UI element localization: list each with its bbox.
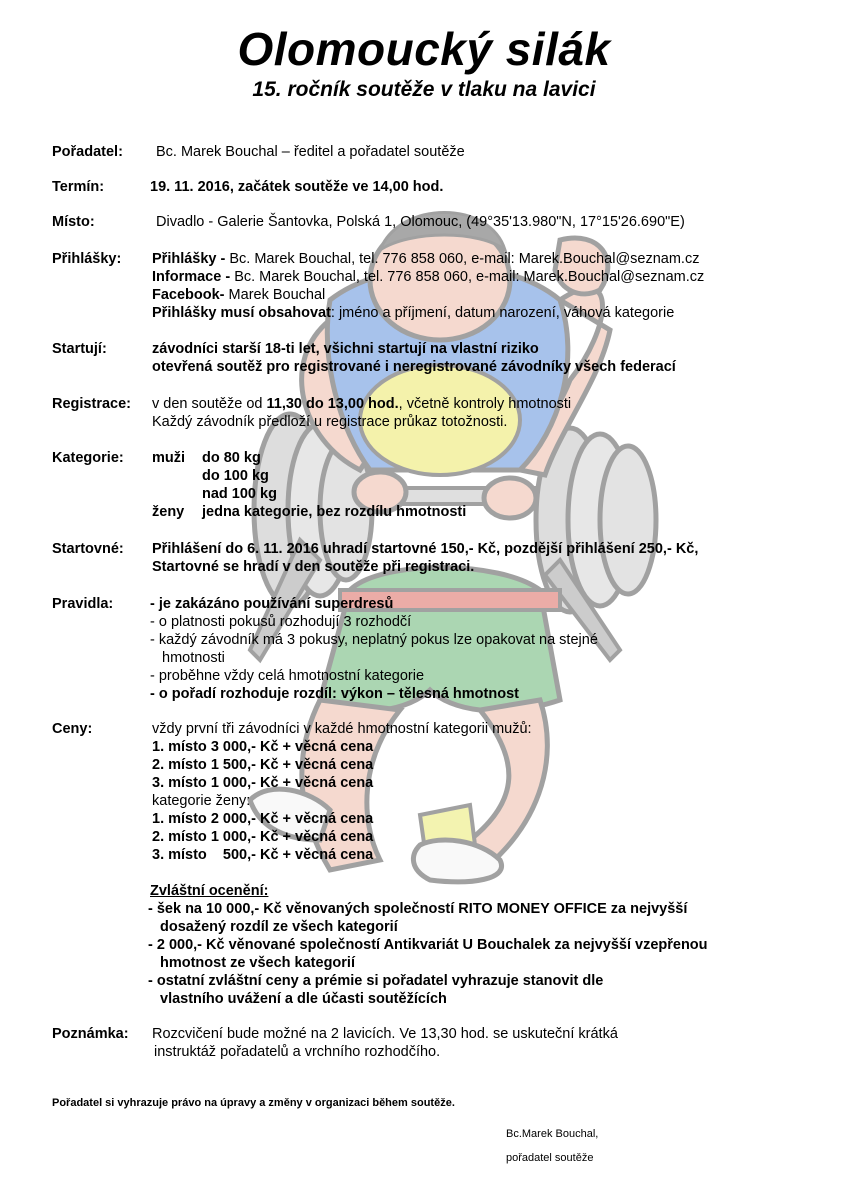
registrace-l1-post: , včetně kontroly hmotnosti — [398, 396, 572, 412]
signature-role: pořadatel soutěže — [506, 1152, 594, 1164]
zvlastni-item: vlastního uvážení a dle účasti soutěžících — [160, 991, 447, 1007]
pravidla-item: hmotnosti — [162, 650, 225, 666]
ceny-intro-zeny: kategorie ženy: — [152, 793, 251, 809]
page-subtitle: 15. ročník soutěže v tlaku na lavici — [252, 78, 596, 101]
poznamka-block — [152, 1025, 792, 1061]
label-pravidla: Pravidla: — [52, 596, 114, 612]
kategorie-muzi: muži — [152, 450, 186, 466]
footer-note: Pořadatel si vyhrazuje právo na úpravy a změny v organizaci během soutěže. — [52, 1097, 455, 1109]
prihlasky-l1-bold: Přihlášky - — [152, 251, 230, 267]
zvlastni-item: - šek na 10 000,- Kč věnovaných společností RITO MONEY OFFICE za nejvyšší — [148, 901, 688, 917]
kategorie-m2: do 100 kg — [202, 468, 269, 484]
label-misto: Místo: — [52, 214, 95, 230]
ceny-muzi-item: 1. místo 3 000,- Kč + věcná cena — [152, 739, 374, 755]
misto-text: Divadlo - Galerie Šantovka, Polská 1, Olomouc, (49°35'13.980"N, 17°15'26.690"E) — [156, 214, 685, 230]
termin-text: 19. 11. 2016, začátek soutěže ve 14,00 hod. — [150, 179, 444, 195]
label-startovne: Startovné: — [52, 541, 124, 557]
pravidla-item: - o platnosti pokusů rozhodují 3 rozhodčí — [150, 614, 412, 630]
prihlasky-l3-bold: Facebook- — [152, 287, 229, 303]
prihlasky-l4-bold: Přihlášky musí obsahovat — [152, 305, 331, 321]
prihlasky-l4-text: : jméno a příjmení, datum narození, váhová kategorie — [330, 305, 675, 321]
ceny-block — [152, 720, 792, 864]
poznamka-l2: instruktáž pořadatelů a vrchního rozhodčího. — [154, 1044, 441, 1060]
label-startuji: Startují: — [52, 341, 107, 357]
zvlastni-item: hmotnost ze všech kategorií — [160, 955, 355, 971]
poznamka-l1: Rozcvičení bude možné na 2 lavicích. Ve 13,30 hod. se uskuteční krátká — [152, 1026, 618, 1042]
registrace-block — [152, 395, 792, 431]
registrace-l1-bold: 11,30 do 13,00 hod. — [266, 396, 399, 412]
startovne-l1: Přihlášení do 6. 11. 2016 uhradí startovné 150,- Kč, pozdější přihlášení 250,- Kč, — [152, 541, 699, 557]
kategorie-m1: do 80 kg — [202, 450, 261, 466]
startovne-l2: Startovné se hradí v den soutěže při registraci. — [152, 559, 475, 575]
ceny-muzi-item: 3. místo 1 000,- Kč + věcná cena — [152, 775, 374, 791]
startuji-block — [152, 340, 792, 376]
label-kategorie: Kategorie: — [52, 450, 124, 466]
kategorie-z1: jedna kategorie, bez rozdílu hmotnosti — [202, 504, 467, 520]
pravidla-item: - každý závodník má 3 pokusy, neplatný pokus lze opakovat na stejné — [150, 632, 598, 648]
ceny-zeny-item: 3. místo 500,- Kč + věcná cena — [152, 847, 374, 863]
label-ceny: Ceny: — [52, 721, 93, 737]
ceny-intro-muzi: vždy první tři závodníci v každé hmotnostní kategorii mužů: — [152, 721, 532, 737]
zvlastni-item: - 2 000,- Kč věnované společností Antikvariát U Bouchalek za nejvyšší vzepřenou — [148, 937, 708, 953]
label-termin: Termín: — [52, 179, 105, 195]
zvlastni-block — [148, 882, 788, 1008]
label-registrace: Registrace: — [52, 396, 131, 412]
registrace-l1-pre: v den soutěže od — [152, 396, 267, 412]
zvlastni-title: Zvláštní ocenění: — [150, 883, 269, 899]
label-poznamka: Poznámka: — [52, 1026, 129, 1042]
startovne-block — [152, 540, 792, 576]
kategorie-m3: nad 100 kg — [202, 486, 277, 502]
pravidla-item: - proběhne vždy celá hmotnostní kategorie — [150, 668, 425, 684]
ceny-zeny-item: 1. místo 2 000,- Kč + věcná cena — [152, 811, 374, 827]
ceny-zeny-item: 2. místo 1 000,- Kč + věcná cena — [152, 829, 374, 845]
prihlasky-l2-text: Bc. Marek Bouchal, tel. 776 858 060, e-mail: Marek.Bouchal@seznam.cz — [234, 269, 705, 285]
zvlastni-item: dosažený rozdíl ze všech kategorií — [160, 919, 398, 935]
prihlasky-l3-text: Marek Bouchal — [228, 287, 326, 303]
zvlastni-item: - ostatní zvláštní ceny a prémie si pořadatel vyhrazuje stanovit dle — [148, 973, 604, 989]
label-poradatel: Pořadatel: — [52, 144, 123, 160]
kategorie-zeny: ženy — [152, 504, 185, 520]
poradatel-text: Bc. Marek Bouchal – ředitel a pořadatel soutěže — [156, 144, 465, 160]
startuji-l2: otevřená soutěž pro registrované i neregistrované závodníky všech federací — [152, 359, 676, 375]
prihlasky-l1-text: Bc. Marek Bouchal, tel. 776 858 060, e-mail: Marek.Bouchal@seznam.cz — [229, 251, 700, 267]
page-title: Olomoucký silák — [237, 23, 611, 75]
kategorie-block — [152, 449, 792, 521]
pravidla-item: - je zakázáno používání superdresů — [150, 596, 394, 612]
label-prihlasky: Přihlášky: — [52, 251, 122, 267]
pravidla-item: - o pořadí rozhoduje rozdíl: výkon – tělesná hmotnost — [150, 686, 519, 702]
prihlasky-l2-bold: Informace - — [152, 269, 235, 285]
ceny-muzi-item: 2. místo 1 500,- Kč + věcná cena — [152, 757, 374, 773]
prihlasky-block — [152, 250, 792, 322]
startuji-l1: závodníci starší 18-ti let, všichni startují na vlastní riziko — [152, 341, 539, 357]
signature-name: Bc.Marek Bouchal, — [506, 1128, 599, 1140]
pravidla-block — [150, 595, 790, 703]
registrace-l2: Každý závodník předloží u registrace průkaz totožnosti. — [152, 414, 508, 430]
